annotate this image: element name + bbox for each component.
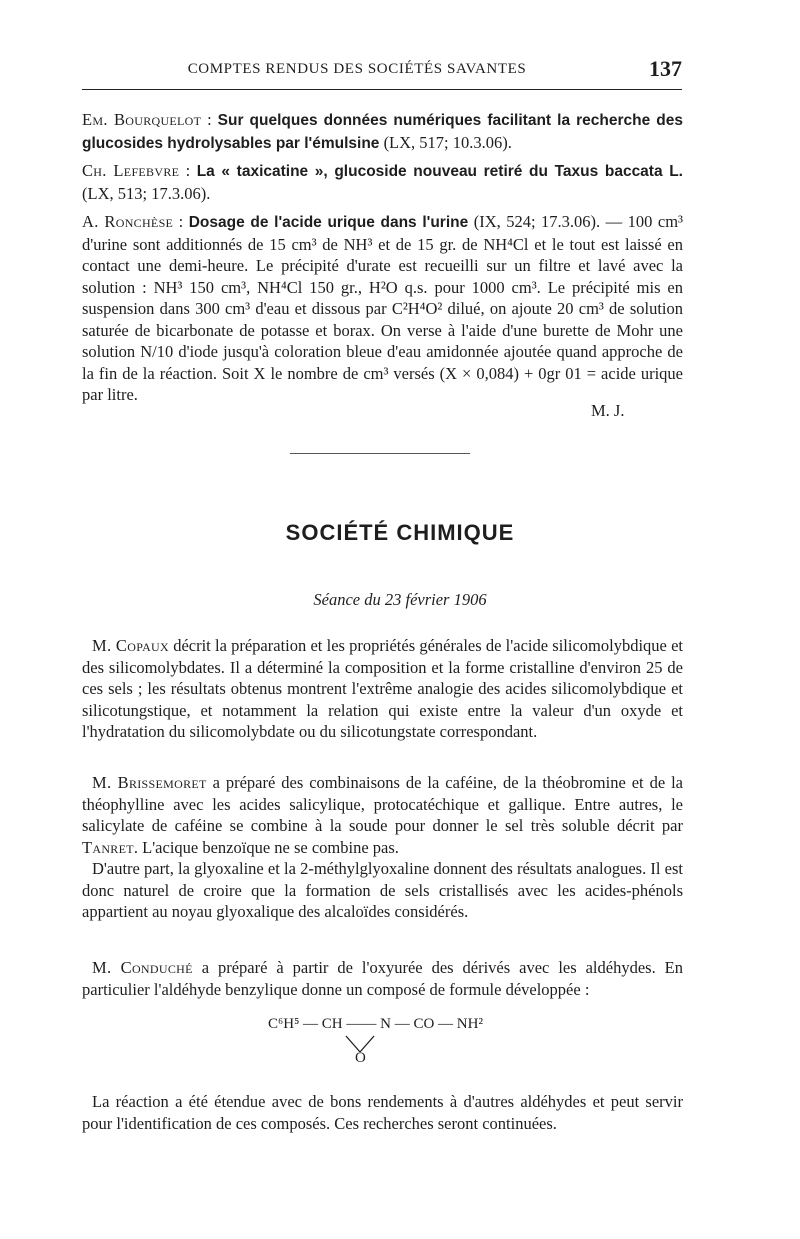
running-header xyxy=(82,55,682,90)
abstract-entry-lefebvre xyxy=(82,160,683,204)
abstract-entry-bourquelot xyxy=(82,109,683,154)
paragraph-text: a préparé à partir de l'oxyurée des dérivés avec les aldéhydes. En particulier l'aldéhyde benzylique donne un composé de formule développée : xyxy=(82,958,684,999)
entry-body: 100 cm³ d'urine sont additionnés de 15 cm³ de NH³ et de 15 gr. de NH⁴Cl et le tout est laissé en contact une demi-heure. Le précipité d'urate est recueilli sur un filtre et lavé avec la solution : NH³ 150 cm³, NH⁴Cl 150 gr., H²O q.s. pour 1000 cm³. Le précipité mis en suspension dans 300 cm³ d'eau et dissous par C²H⁴O² dilué, on ajoute 20 cm³ de solution saturée de bicarbonate de potasse et borax. On verse à l'aide d'une burette de Mohr une solution N/10 d'iode jusqu'à coloration bleue d'eau amidonnée ajoutée quand approche de la fin de la réaction. Soit X le nombre de cm³ versés (X × 0,084) + 0gr 01 = acide urique par litre. xyxy=(82,212,683,404)
cited-name: Tanret xyxy=(82,837,134,857)
paragraph-text: a préparé des combinaisons de la caféine, de la théobromine et de la théophylline avec les acides salicylique, protocatéchique et gallique. Entre autres, le salicylate de caféine se combine à la soude pour donner le sel très soluble décrit par xyxy=(82,773,684,835)
paragraph-text: décrit la préparation et les propriétés générales de l'acide silicomolybdique et des silicomolybdates. Il a déterminé la composition et la forme cristalline d'environ 25 de ces sels ; les résultats obtenus montrent l'extrême analogie des acides silicomolybdique et silicotungstique, et notamment la relation qui existe entre la valeur d'un oxyde et l'hydratation du silicomolybdate ou du silicotungstate correspondant. xyxy=(82,636,683,741)
entry-separator: : xyxy=(201,110,218,129)
paragraph-conduche xyxy=(82,957,683,1000)
section-title: SOCIÉTÉ CHIMIQUE xyxy=(285,520,515,545)
formula-oxygen: O xyxy=(355,1050,366,1066)
entry-author: Ch. Lefebvre xyxy=(82,161,180,180)
entry-author: Em. Bourquelot xyxy=(82,110,202,129)
formula-line: C⁶H⁵ — CH —— N — CO — NH² xyxy=(268,1016,483,1032)
paragraph-text: . L'acique benzoïque ne se combine pas. xyxy=(133,837,399,857)
entry-title: Sur quelques données numériques facilitant la recherche des glucosides hydrolysables par l'émulsine xyxy=(82,112,683,152)
paragraph-conclusion xyxy=(82,1091,683,1134)
section-divider xyxy=(290,453,470,454)
paragraph-author: M. Copaux xyxy=(92,636,169,655)
paragraph-copaux xyxy=(82,635,683,743)
page-number: 137 xyxy=(649,56,682,81)
paragraph-text: D'autre part, la glyoxaline et la 2-méthylglyoxaline donnent des résultats analogues. Il est donc naturel de croire que la formation de sels cristallisés avec les acides-phénols appartient au noyau glyoxalique des alcaloïdes considérés. xyxy=(82,859,683,921)
paragraph-brissemoret xyxy=(82,772,683,858)
entry-separator: : xyxy=(179,161,197,180)
entry-reference: (IX, 524; 17.3.06). — xyxy=(468,212,623,231)
entry-title: Dosage de l'acide urique dans l'urine xyxy=(188,214,469,231)
structural-formula xyxy=(268,1016,518,1072)
paragraph-text: La réaction a été étendue avec de bons rendements à d'autres aldéhydes et peut servir pour l'identification de ces composés. Ces recherches seront continuées. xyxy=(82,1092,683,1133)
paragraph-author: M. Brissemoret xyxy=(92,773,207,792)
running-title: COMPTES RENDUS DES SOCIÉTÉS SAVANTES xyxy=(187,61,527,77)
paragraph-author: M. Conduché xyxy=(92,958,193,977)
entry-title: La « taxicatine », glucoside nouveau retiré du Taxus baccata L. xyxy=(196,163,683,180)
abstract-entry-ronchese xyxy=(82,211,683,406)
entry-reference: (LX, 517; 10.3.06). xyxy=(379,132,512,152)
session-date: Séance du 23 février 1906 xyxy=(313,590,487,609)
abstract-initials: M. J. xyxy=(591,401,625,420)
entry-reference: (LX, 513; 17.3.06). xyxy=(82,183,211,203)
entry-author: A. Ronchèse xyxy=(82,212,174,231)
entry-separator: : xyxy=(173,212,189,231)
formula-bonds xyxy=(268,1016,518,1072)
paragraph-brissemoret-continued xyxy=(82,858,683,923)
